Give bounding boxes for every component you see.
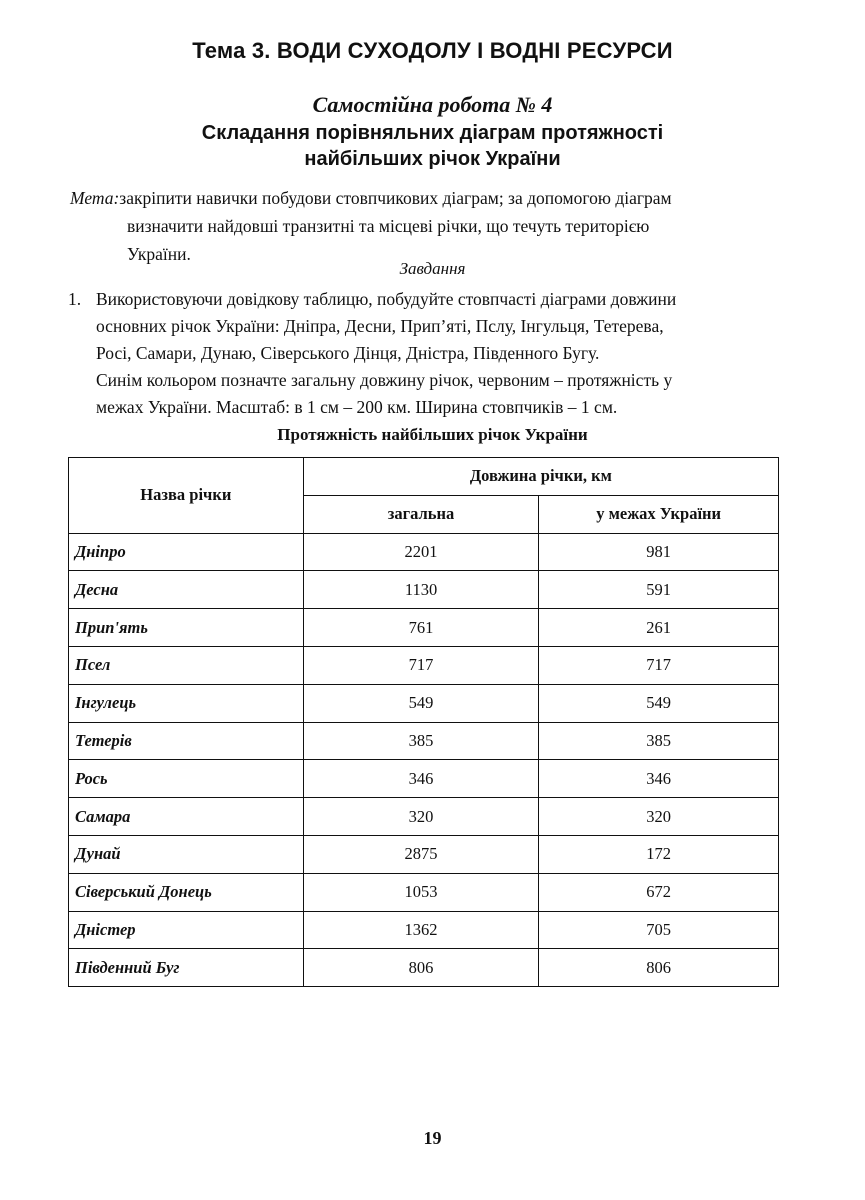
river-name-cell: Дунай <box>69 835 304 873</box>
header-river-length: Довжина річки, км <box>303 458 778 496</box>
table-caption: Протяжність найбільших річок України <box>277 425 588 444</box>
task-text-line-5: межах України. Масштаб: в 1 см – 200 км. Ширина стовпчиків – 1 см. <box>96 397 618 417</box>
total-length-cell: 320 <box>303 798 539 836</box>
ukraine-length-cell: 806 <box>539 949 779 987</box>
ukraine-length-cell: 672 <box>539 873 779 911</box>
task-item <box>68 286 780 421</box>
table-row <box>69 873 779 911</box>
total-length-cell: 806 <box>303 949 539 987</box>
river-name-cell: Рось <box>69 760 304 798</box>
header-ukraine-length: у межах України <box>539 495 779 533</box>
task-text-line-2: основних річок України: Дніпра, Десни, Прип’яті, Пслу, Інгульця, Тетерева, <box>96 316 664 336</box>
table-header-row <box>69 458 779 496</box>
river-name-cell: Дніпро <box>69 533 304 571</box>
ukraine-length-cell: 591 <box>539 571 779 609</box>
work-subtitle-line-1: Складання порівняльних діаграм протяжності <box>201 122 664 144</box>
total-length-cell: 1053 <box>303 873 539 911</box>
river-name-cell: Тетерів <box>69 722 304 760</box>
total-length-cell: 1130 <box>303 571 539 609</box>
river-name-cell: Самара <box>69 798 304 836</box>
ukraine-length-cell: 981 <box>539 533 779 571</box>
river-name-cell: Дністер <box>69 911 304 949</box>
theme-title: Тема 3. ВОДИ СУХОДОЛУ І ВОДНІ РЕСУРСИ <box>192 38 673 63</box>
rivers-table <box>68 457 779 987</box>
river-name-cell: Десна <box>69 571 304 609</box>
river-name-cell: Сіверський Донець <box>69 873 304 911</box>
total-length-cell: 2875 <box>303 835 539 873</box>
goal-text-line-1: закріпити навички побудови стовпчикових діаграм; за допомогою діаграм <box>119 188 672 208</box>
work-title: Самостійна робота № 4 <box>312 92 553 117</box>
ukraine-length-cell: 261 <box>539 609 779 647</box>
total-length-cell: 1362 <box>303 911 539 949</box>
ukraine-length-cell: 385 <box>539 722 779 760</box>
table-row <box>69 646 779 684</box>
ukraine-length-cell: 717 <box>539 646 779 684</box>
header-total-length: загальна <box>303 495 539 533</box>
table-row <box>69 911 779 949</box>
table-row <box>69 571 779 609</box>
ukraine-length-cell: 172 <box>539 835 779 873</box>
goal-text-line-2: визначити найдовші транзитні та місцеві річки, що течуть територією <box>127 216 650 236</box>
river-name-cell: Прип'ять <box>69 609 304 647</box>
goal-paragraph <box>70 184 780 268</box>
ukraine-length-cell: 346 <box>539 760 779 798</box>
task-number: 1. <box>68 289 82 309</box>
goal-text-line-3: України. <box>127 244 191 264</box>
page-number: 19 <box>423 1128 442 1148</box>
table-row <box>69 609 779 647</box>
table-row <box>69 949 779 987</box>
task-text-line-3: Росі, Самари, Дунаю, Сіверського Дінця, Дністра, Південного Бугу. <box>96 343 600 363</box>
table-row <box>69 760 779 798</box>
total-length-cell: 761 <box>303 609 539 647</box>
tasks-heading: Завдання <box>399 259 466 278</box>
river-name-cell: Південний Буг <box>69 949 304 987</box>
ukraine-length-cell: 549 <box>539 684 779 722</box>
total-length-cell: 385 <box>303 722 539 760</box>
task-text-line-1: Використовуючи довідкову таблицю, побудуйте стовпчасті діаграми довжини <box>96 289 677 309</box>
total-length-cell: 2201 <box>303 533 539 571</box>
work-subtitle <box>0 120 865 172</box>
table-row <box>69 798 779 836</box>
header-river-name: Назва річки <box>69 458 304 534</box>
total-length-cell: 346 <box>303 760 539 798</box>
total-length-cell: 717 <box>303 646 539 684</box>
goal-label: Мета: <box>70 188 120 208</box>
ukraine-length-cell: 705 <box>539 911 779 949</box>
table-row <box>69 533 779 571</box>
table-row <box>69 684 779 722</box>
river-name-cell: Псел <box>69 646 304 684</box>
goal-first-line <box>70 184 780 212</box>
river-name-cell: Інгулець <box>69 684 304 722</box>
table-row <box>69 835 779 873</box>
ukraine-length-cell: 320 <box>539 798 779 836</box>
total-length-cell: 549 <box>303 684 539 722</box>
work-subtitle-line-2: найбільших річок України <box>304 148 561 170</box>
table-row <box>69 722 779 760</box>
task-text-line-4: Синім кольором позначте загальну довжину річок, червоним – протяжність у <box>96 370 673 390</box>
